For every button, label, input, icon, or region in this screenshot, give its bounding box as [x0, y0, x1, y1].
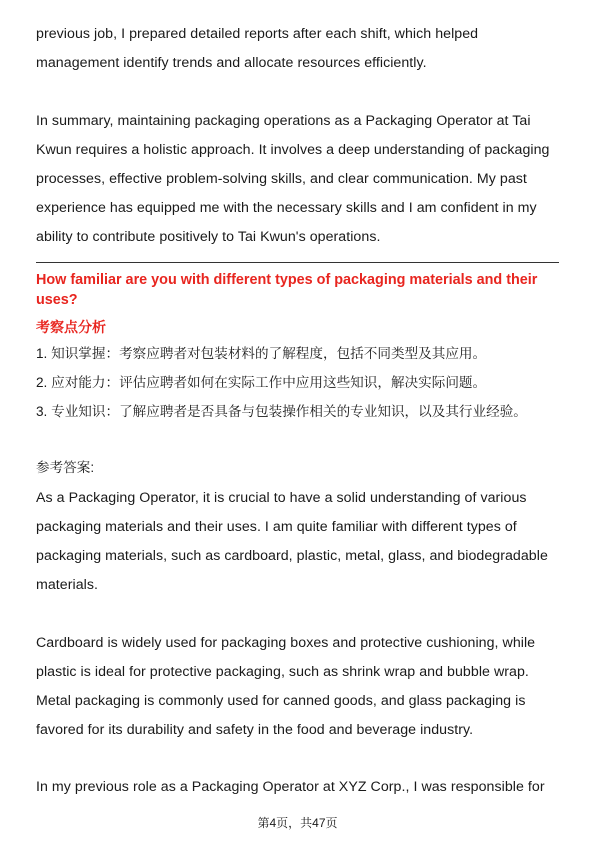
paragraph-line: Kwun requires a holistic approach. It involves a deep understanding of packaging	[36, 142, 550, 158]
paragraph-line: Metal packaging is commonly used for canned goods, and glass packaging is	[36, 693, 526, 709]
section-divider	[36, 262, 559, 263]
paragraph-line: management identify trends and allocate resources efficiently.	[36, 55, 427, 71]
intro-paragraph	[36, 20, 562, 78]
answer-paragraph-1	[36, 484, 562, 600]
paragraph-line: In my previous role as a Packaging Operator at XYZ Corp., I was responsible for	[36, 779, 545, 795]
paragraph-line: previous job, I prepared detailed reports after each shift, which helped	[36, 26, 479, 42]
summary-paragraph	[36, 107, 562, 252]
analysis-item: 1. 知识掌握：考察应聘者对包装材料的了解程度，包括不同类型及其应用。	[36, 346, 487, 361]
paragraph-line: plastic is ideal for protective packaging, such as shrink wrap and bubble wrap.	[36, 664, 529, 680]
paragraph-line: Cardboard is widely used for packaging boxes and protective cushioning, while	[36, 635, 536, 651]
paragraph-line: ability to contribute positively to Tai Kwun's operations.	[36, 229, 381, 245]
answer-heading: 参考答案:	[36, 460, 95, 475]
page-number: 第4页，共47页	[257, 816, 338, 830]
paragraph-line: favored for its durability and safety in the food and beverage industry.	[36, 722, 474, 738]
paragraph-line: materials.	[36, 577, 98, 593]
question-heading	[36, 270, 562, 310]
paragraph-line: In summary, maintaining packaging operations as a Packaging Operator at Tai	[36, 113, 531, 129]
analysis-list	[36, 339, 562, 426]
question-line: uses?	[36, 292, 78, 308]
paragraph-line: packaging materials and their uses. I am quite familiar with different types of	[36, 519, 517, 535]
answer-paragraph-2	[36, 629, 562, 745]
analysis-item: 3. 专业知识：了解应聘者是否具备与包装操作相关的专业知识，以及其行业经验。	[36, 404, 527, 419]
paragraph-line: processes, effective problem-solving skills, and clear communication. My past	[36, 171, 527, 187]
analysis-heading: 考察点分析	[36, 319, 106, 335]
paragraph-line: packaging materials, such as cardboard, plastic, metal, glass, and biodegradable	[36, 548, 548, 564]
question-line: How familiar are you with different types of packaging materials and their	[36, 272, 538, 288]
paragraph-line: experience has equipped me with the necessary skills and I am confident in my	[36, 200, 537, 216]
answer-paragraph-3	[36, 773, 562, 802]
paragraph-line: As a Packaging Operator, it is crucial to have a solid understanding of various	[36, 490, 527, 506]
analysis-item: 2. 应对能力：评估应聘者如何在实际工作中应用这些知识，解决实际问题。	[36, 375, 487, 390]
